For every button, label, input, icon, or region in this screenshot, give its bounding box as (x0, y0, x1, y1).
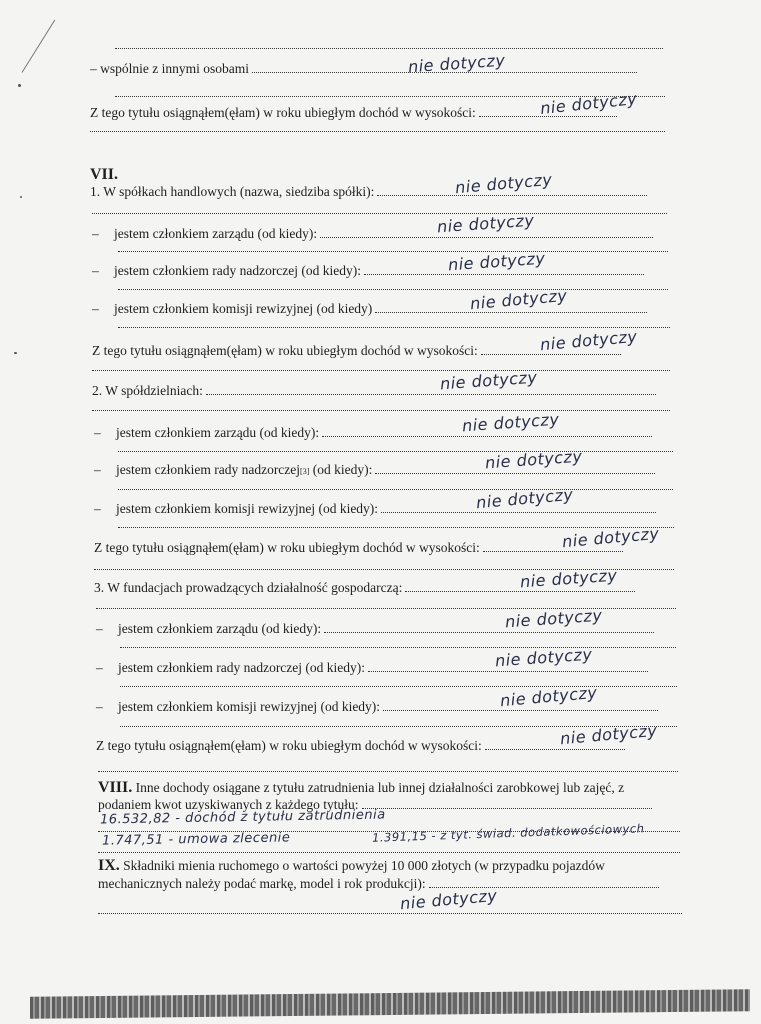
fd-supervisory-row: – jestem członkiem rady nadzorczej (od kiedy): (96, 660, 648, 676)
income-label-fd: Z tego tytułu osiągnąłem(ęłam) w roku ubiegłym dochód w wysokości: (96, 738, 482, 753)
board-row: – jestem członkiem zarządu (od kiedy): (92, 226, 653, 242)
board-label: jestem członkiem zarządu (od kiedy): (114, 226, 318, 241)
blank-line (98, 852, 680, 853)
section-viii-text-2: podaniem kwot uzyskiwanych z każdego tytułu: (98, 797, 359, 812)
handwritten-not-applicable: nie dotyczy (439, 367, 538, 394)
audit-label: jestem członkiem komisji rewizyjnej (od kiedy) (114, 301, 373, 316)
handwritten-not-applicable: nie dotyczy (484, 446, 583, 473)
section-ix-text-2: mechanicznych należy podać markę, model i rok produkcji): (98, 876, 426, 891)
scan-edge-noise (30, 989, 750, 1019)
blank-line (118, 527, 674, 528)
section-ix-row-2 (98, 876, 659, 892)
pen-stroke (22, 20, 56, 73)
income-label-top: Z tego tytułu osiągnąłem(ęłam) w roku ubiegłym dochód w wysokości: (90, 105, 476, 120)
foundations-label: 3. W fundacjach prowadzących działalność gospodarczą: (94, 580, 403, 595)
blank-line (90, 131, 665, 132)
handwritten-not-applicable: nie dotyczy (447, 248, 546, 275)
coop-supervisory-tail: (od kiedy): (312, 462, 373, 477)
handwritten-not-applicable: nie dotyczy (407, 50, 506, 77)
coop-board-row: – jestem członkiem zarządu (od kiedy): (94, 425, 652, 441)
together-row (90, 61, 637, 77)
income-row-top (90, 105, 617, 121)
section-viii-row (98, 779, 624, 797)
handwritten-not-applicable: nie dotyczy (504, 605, 603, 632)
supervisory-label: jestem członkiem rady nadzorczej (od kiedy): (114, 263, 362, 278)
fd-supervisory-label: jestem członkiem rady nadzorczej (od kiedy): (118, 660, 366, 675)
fd-audit-row: – jestem członkiem komisji rewizyjnej (od kiedy): (96, 699, 658, 715)
handwritten-not-applicable: nie dotyczy (469, 285, 569, 314)
blank-line (118, 289, 668, 290)
fd-board-label: jestem członkiem zarządu (od kiedy): (118, 621, 322, 636)
handwritten-not-applicable: nie dotyczy (539, 88, 639, 119)
handwritten-not-applicable: nie dotyczy (519, 565, 618, 592)
blank-line (98, 771, 678, 772)
audit-row: – jestem członkiem komisji rewizyjnej (od kiedy) (92, 301, 647, 317)
handwritten-not-applicable: nie dotyczy (475, 484, 575, 513)
section-ix-row (98, 857, 605, 875)
blank-line (115, 48, 663, 49)
fd-audit-label: jestem członkiem komisji rewizyjnej (od kiedy): (118, 699, 381, 714)
blank-line (118, 327, 670, 328)
section-viii-heading: VIII. (98, 779, 133, 796)
footnote-ref: [3] (300, 467, 310, 476)
section-vii-heading: VII. (90, 166, 119, 183)
income-label-coop: Z tego tytułu osiągnąłem(ęłam) w roku ubiegłym dochód w wysokości: (94, 540, 480, 555)
blank-line (120, 647, 676, 648)
section-viii-text-1: Inne dochody osiągane z tytułu zatrudnienia lub innej działalności zarobkowej lub zajęć, z (135, 780, 625, 795)
blank-line (92, 213, 667, 214)
handwritten-income-entry: 1.747,51 - umowa zlecenie (101, 830, 291, 849)
coop-row (92, 383, 656, 399)
income-row-coop (94, 540, 623, 556)
handwritten-not-applicable: nie dotyczy (454, 169, 554, 198)
blank-line (118, 489, 673, 490)
scan-speck (18, 84, 21, 87)
handwritten-not-applicable: nie dotyczy (494, 644, 593, 671)
companies-label: 1. W spółkach handlowych (nazwa, siedziba spółki): (90, 184, 375, 199)
income-label-vii: Z tego tytułu osiągnąłem(ęłam) w roku ubiegłym dochód w wysokości: (92, 343, 478, 358)
blank-line (92, 370, 670, 371)
section-ix-text-1: Składniki mienia ruchomego o wartości powyżej 10 000 złotych (w przypadku pojazdów (123, 858, 605, 873)
handwritten-not-applicable: nie dotyczy (561, 523, 661, 552)
handwritten-not-applicable: nie dotyczy (539, 326, 639, 355)
coop-audit-row: – jestem członkiem komisji rewizyjnej (od kiedy): (94, 501, 656, 517)
coop-board-label: jestem członkiem zarządu (od kiedy): (116, 425, 320, 440)
coop-supervisory-label: jestem członkiem rady nadzorczej (116, 462, 301, 477)
blank-line (98, 913, 682, 914)
fd-board-row: – jestem członkiem zarządu (od kiedy): (96, 621, 654, 637)
scan-speck (14, 352, 17, 354)
handwritten-income-entry: 1.391,15 - z tyt. świad. dodatkowościowych (371, 821, 645, 845)
companies-row (90, 184, 647, 200)
coop-audit-label: jestem członkiem komisji rewizyjnej (od kiedy): (116, 501, 379, 516)
handwritten-not-applicable: nie dotyczy (436, 210, 535, 237)
handwritten-not-applicable: nie dotyczy (461, 409, 560, 436)
coop-supervisory-row: – jestem członkiem rady nadzorczej [3] (od kiedy): (94, 462, 655, 478)
scan-speck (20, 196, 22, 198)
handwritten-income-entry: 16.532,82 - dochód z tytułu zatrudnienia (99, 807, 386, 828)
coop-label: 2. W spółdzielniach: (92, 383, 203, 398)
handwritten-not-applicable: nie dotyczy (399, 885, 499, 914)
supervisory-row: – jestem członkiem rady nadzorczej (od kiedy): (92, 263, 644, 279)
blank-line (92, 410, 670, 411)
income-row-fd (96, 738, 625, 754)
handwritten-not-applicable: nie dotyczy (499, 682, 599, 711)
together-label: – wspólnie z innymi osobami (90, 61, 249, 76)
section-ix-heading: IX. (98, 857, 120, 874)
blank-line (118, 251, 668, 252)
handwritten-not-applicable: nie dotyczy (559, 720, 659, 749)
blank-line (118, 451, 673, 452)
